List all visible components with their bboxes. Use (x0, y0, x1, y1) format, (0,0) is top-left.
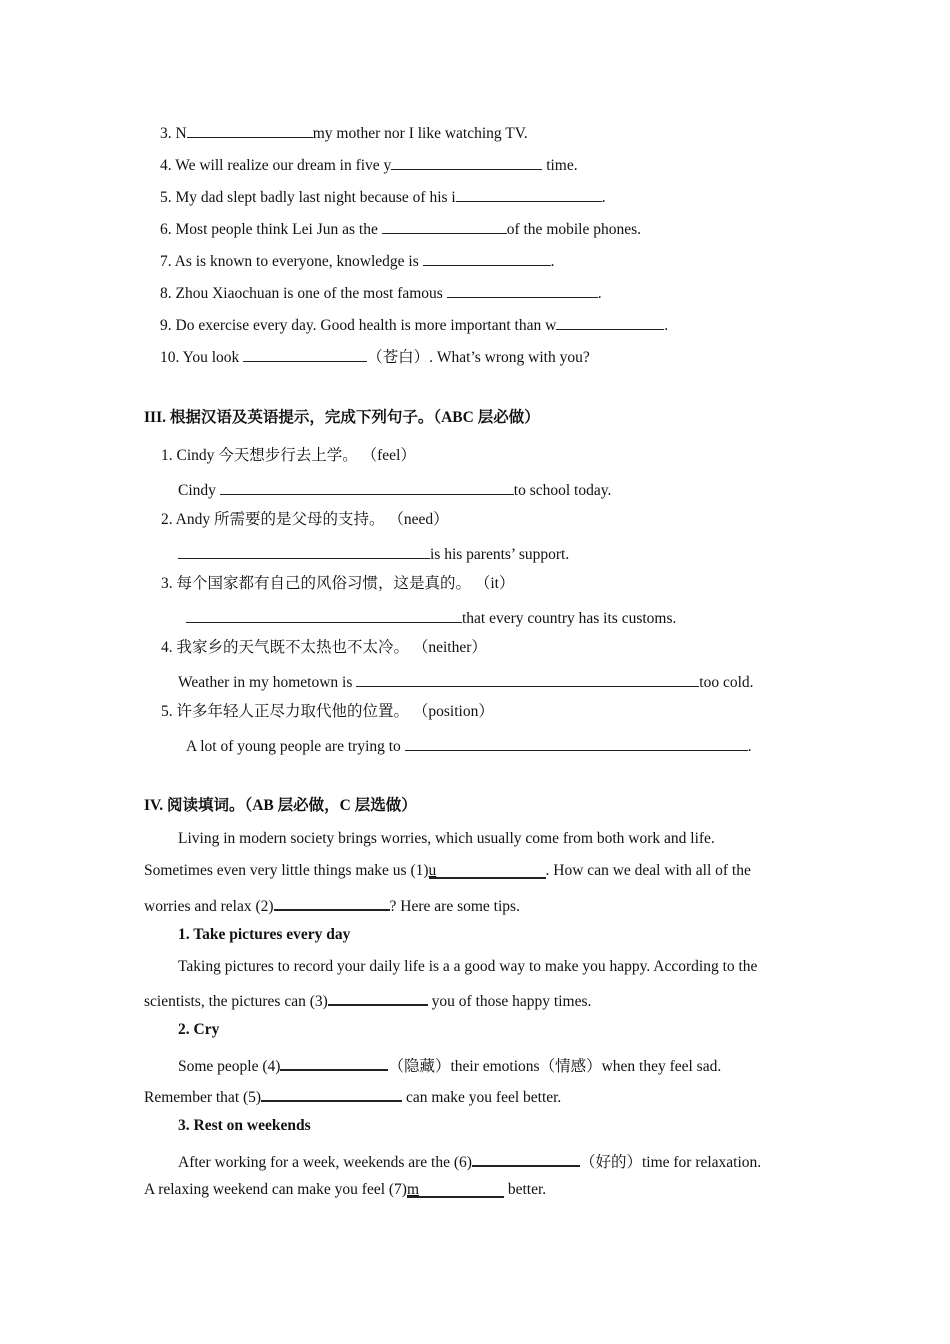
q-text: Remember that (5) (144, 1089, 262, 1106)
answer-blank[interactable] (447, 281, 598, 298)
passage-line (144, 988, 591, 1012)
section-3-title: III. 根据汉语及英语提示，完成下列句子。（ABC 层必做） (144, 409, 540, 426)
q-text: . How can we deal with all of the (545, 862, 751, 879)
question-3 (160, 121, 528, 144)
answer-blank[interactable] (220, 478, 514, 495)
answer-blank[interactable] (187, 121, 313, 138)
answer-blank[interactable] (456, 185, 602, 202)
passage-line (144, 1180, 546, 1200)
answer-blank-1[interactable]: u (429, 861, 546, 879)
q-text: （好的）time for relaxation. (579, 1154, 762, 1171)
answer-line-5 (186, 734, 752, 757)
tip-heading-1: 1. Take pictures every day (178, 926, 351, 943)
question-4 (160, 153, 578, 176)
passage-line: Living in modern society brings worries, which usually come from both work and life. (178, 830, 715, 847)
question-10 (160, 345, 590, 368)
question-7 (160, 249, 554, 272)
q-text: 8. Zhou Xiaochuan is one of the most famous (160, 285, 447, 302)
passage-line (178, 1149, 761, 1173)
q-text: is his parents’ support. (430, 546, 570, 563)
q-text: 5. My dad slept badly last night because of his i (160, 189, 456, 206)
prompt-2: 2. Andy 所需要的是父母的支持。 （need） (161, 511, 449, 528)
answer-blank[interactable] (391, 153, 542, 170)
q-text: better. (503, 1181, 547, 1198)
q-text: 3. N (160, 125, 187, 142)
answer-blank-7[interactable]: m (407, 1180, 504, 1198)
answer-blank[interactable] (423, 249, 551, 266)
passage-line (144, 1084, 561, 1108)
q-text: . (550, 253, 555, 270)
q-text: . (597, 285, 602, 302)
passage-line (144, 861, 751, 881)
q-text: Sometimes even very little things make us (1) (144, 862, 429, 879)
q-text: 10. You look (160, 349, 244, 366)
q-text: After working for a week, weekends are the (6) (178, 1154, 472, 1171)
answer-line-4 (178, 670, 754, 693)
q-text: you of those happy times. (427, 993, 592, 1010)
question-9 (160, 313, 668, 336)
section-4-title: IV. 阅读填词。（AB 层必做，C 层选做） (144, 797, 417, 814)
answer-blank[interactable] (382, 217, 507, 234)
answer-blank[interactable] (186, 606, 462, 623)
q-text: worries and relax (2) (144, 898, 274, 915)
tip-heading-3: 3. Rest on weekends (178, 1117, 311, 1134)
q-text: my mother nor I like watching TV. (312, 125, 528, 142)
q-text: . (747, 738, 752, 755)
answer-blank[interactable] (556, 313, 664, 330)
q-text: of the mobile phones. (506, 221, 642, 238)
answer-blank-6[interactable] (472, 1149, 580, 1167)
q-text: （隐藏）their emotions（情感）when they feel sad. (388, 1058, 722, 1075)
q-text: A relaxing weekend can make you feel (7) (144, 1181, 407, 1198)
q-text: can make you feel better. (402, 1089, 562, 1106)
q-text: Weather in my hometown is (178, 674, 357, 691)
q-text: scientists, the pictures can (3) (144, 993, 328, 1010)
q-text: ? Here are some tips. (389, 898, 520, 915)
q-text: 4. We will realize our dream in five y (160, 157, 392, 174)
prompt-1: 1. Cindy 今天想步行去上学。 （feel） (161, 447, 416, 464)
q-text: that every country has its customs. (462, 610, 677, 627)
q-text: A lot of young people are trying to (186, 738, 405, 755)
answer-blank[interactable] (243, 345, 367, 362)
answer-blank-2[interactable] (274, 893, 390, 911)
passage-line: Taking pictures to record your daily life is a a good way to make you happy. According to the (178, 958, 758, 975)
answer-blank[interactable] (356, 670, 699, 687)
q-text: Cindy (178, 482, 220, 499)
answer-blank-3[interactable] (328, 988, 428, 1006)
answer-blank[interactable] (405, 734, 748, 751)
answer-line-3 (186, 606, 676, 629)
passage-line (144, 893, 520, 917)
tip-heading-2: 2. Cry (178, 1021, 220, 1038)
prompt-3: 3. 每个国家都有自己的风俗习惯，这是真的。 （it） (161, 575, 515, 592)
q-text: time. (542, 157, 578, 174)
prompt-5: 5. 许多年轻人正尽力取代他的位置。 （position） (161, 703, 494, 720)
q-text: . (601, 189, 606, 206)
question-8 (160, 281, 602, 304)
q-text: 7. As is known to everyone, knowledge is (160, 253, 423, 270)
q-text: too cold. (699, 674, 754, 691)
answer-blank[interactable] (178, 542, 430, 559)
q-text: Some people (4) (178, 1058, 281, 1075)
question-5 (160, 185, 606, 208)
prompt-4: 4. 我家乡的天气既不太热也不太冷。 （neither） (161, 639, 487, 656)
passage-line (178, 1053, 721, 1077)
answer-line-2 (178, 542, 569, 565)
answer-blank-5[interactable] (261, 1084, 402, 1102)
q-text: 6. Most people think Lei Jun as the (160, 221, 382, 238)
q-text: . (664, 317, 669, 334)
q-text: （苍白）. What’s wrong with you? (367, 349, 590, 366)
answer-blank-4[interactable] (280, 1053, 388, 1071)
question-6 (160, 217, 641, 240)
answer-line-1 (178, 478, 611, 501)
q-text: to school today. (513, 482, 612, 499)
q-text: 9. Do exercise every day. Good health is more important than w (160, 317, 557, 334)
